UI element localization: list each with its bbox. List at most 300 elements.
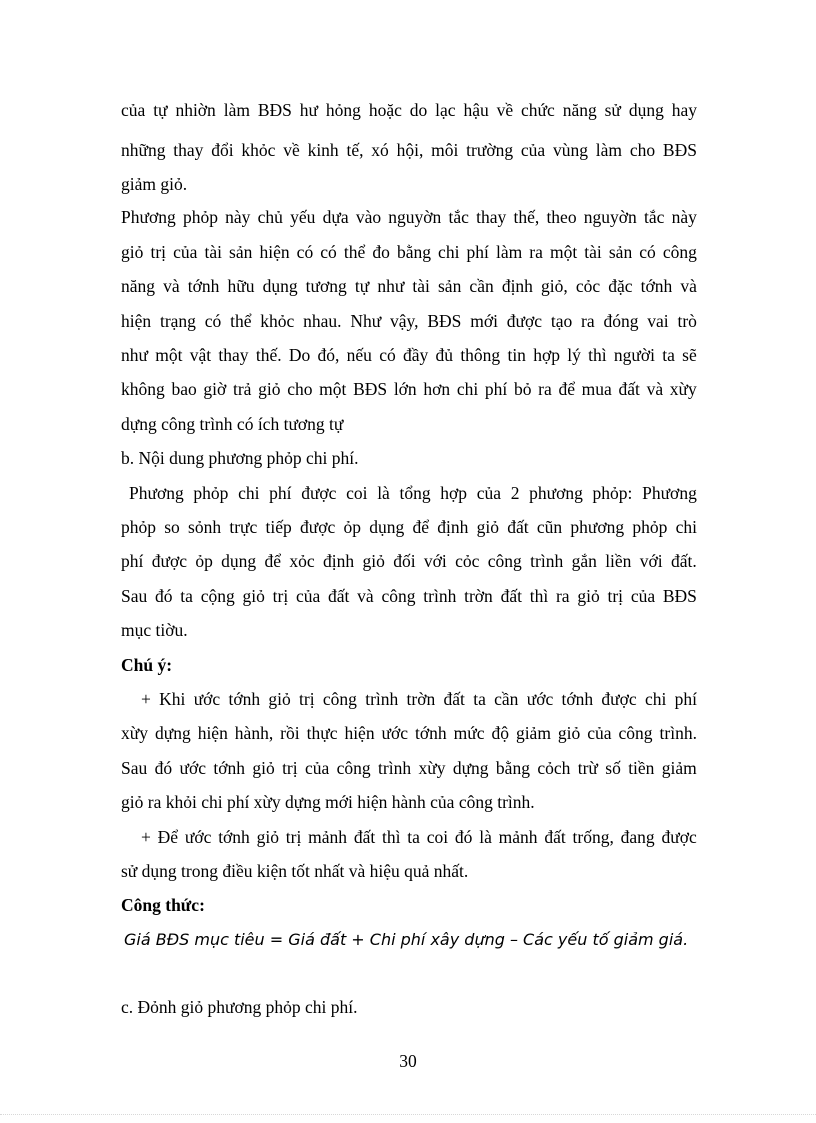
word: Phương [129, 483, 184, 503]
word: mảnh [498, 827, 538, 847]
word: sản [229, 242, 253, 262]
word: mức [453, 723, 485, 743]
page-number: 30 [399, 1051, 417, 1071]
word: này [225, 207, 251, 227]
word: được [300, 517, 336, 537]
paragraph-line [121, 516, 697, 538]
word: phương [570, 517, 625, 537]
word: có [296, 242, 314, 262]
word: dụng [221, 551, 257, 571]
word: công [322, 689, 357, 709]
word: vật [189, 345, 212, 365]
word: tớnh [213, 758, 245, 778]
word: ỏp [343, 517, 361, 537]
section-heading-c: c. Đỏnh giỏ phương phỏp chi phí. [121, 997, 358, 1017]
word: được [151, 551, 187, 571]
formula: Giá BĐS mục tiêu = Giá đất + Chi phí xây dựng – Các yếu tố giảm giá. [124, 930, 689, 949]
word: chi [456, 379, 479, 399]
paragraph-line [121, 99, 697, 121]
word: đất [544, 827, 566, 847]
word: khỏc [260, 311, 295, 331]
word: ỏp [195, 551, 213, 571]
word: ra [555, 586, 570, 606]
word: đủ [435, 345, 454, 365]
word: số [605, 758, 621, 778]
section-heading-b: b. Nội dung phương phỏp chi phí. [121, 448, 359, 468]
word: bỏ [513, 379, 532, 399]
word: tế, [346, 140, 364, 160]
word: ra [581, 311, 595, 331]
paragraph-line [141, 826, 697, 848]
paragraph-line [129, 482, 697, 504]
word: những [121, 140, 166, 160]
word: về [496, 100, 514, 120]
word: chủ [257, 207, 283, 227]
word: sỏnh [188, 517, 222, 537]
word: trờn [406, 689, 436, 709]
word: thông [460, 345, 501, 365]
word: bao [171, 379, 197, 399]
word: mảnh [308, 827, 348, 847]
word: tắc [448, 207, 469, 227]
note-heading: Chú ý: [121, 655, 173, 675]
word: của [476, 483, 502, 503]
word: đất [353, 827, 376, 847]
word: dụng [369, 517, 405, 537]
word: 2 [510, 483, 520, 503]
word: hậu [463, 100, 489, 120]
word: vùng [553, 140, 588, 160]
word: giỏ [121, 242, 144, 262]
word: cũn [536, 517, 563, 537]
word: lý [567, 345, 581, 365]
word: trường [466, 140, 514, 160]
word: giỏ [268, 689, 291, 709]
word: đang [620, 827, 655, 847]
word: ước [184, 827, 212, 847]
word: trình [423, 586, 457, 606]
word: BĐS [353, 379, 388, 399]
word: vào [355, 207, 382, 227]
word: xừy [121, 723, 148, 743]
word: do [409, 100, 428, 120]
word: giỏ, [541, 276, 568, 296]
word: tạo [550, 311, 573, 331]
word: nguyờn [583, 207, 637, 227]
word: định [437, 517, 469, 537]
word: tiền [628, 758, 655, 778]
word: BĐS [427, 311, 462, 331]
word: xừy [418, 758, 446, 778]
word: nếu [346, 345, 372, 365]
word: đất [328, 586, 350, 606]
word: lạc [435, 100, 456, 120]
word: ta [662, 345, 675, 365]
word: phỏp [121, 517, 156, 537]
word: giỏ [577, 586, 600, 606]
word: làm [223, 100, 250, 120]
word: Sau [121, 758, 148, 778]
word: trực [229, 517, 258, 537]
word: phí [269, 483, 292, 503]
formula-heading: Công thức: [121, 895, 205, 915]
word: Sau [121, 586, 148, 606]
paragraph-line [121, 757, 697, 779]
word: thế. [255, 345, 282, 365]
paragraph-line: sử dụng trong điều kiện tốt nhất và hiệu quả nhất. [121, 861, 469, 881]
word: đó [454, 827, 473, 847]
word: làm [595, 140, 623, 160]
word: vậy, [390, 311, 419, 331]
word: Như [350, 311, 382, 331]
word: khỏc [241, 140, 276, 160]
word: giỏ [242, 586, 265, 606]
word: năng [121, 276, 156, 296]
word: thì [529, 586, 549, 606]
word: lớn [393, 379, 417, 399]
word: phí [674, 689, 697, 709]
word: đóng [603, 311, 639, 331]
word: BĐS [257, 100, 292, 120]
word: nguyờn [388, 207, 442, 227]
word: như [121, 345, 148, 365]
word: trị [285, 827, 302, 847]
word: vai [647, 311, 669, 331]
word: có [320, 242, 337, 262]
word: tớnh [187, 276, 220, 296]
word: hợp [533, 345, 560, 365]
word: một [155, 345, 183, 365]
word: với [423, 551, 447, 571]
word: độ [491, 723, 509, 743]
word: mới [470, 311, 498, 331]
word: trình [378, 758, 412, 778]
word: tớnh [561, 689, 594, 709]
word: giảm [661, 758, 697, 778]
word: trừ [577, 758, 598, 778]
word: liền [605, 551, 632, 571]
word: cần [469, 276, 494, 296]
word: thì [382, 827, 401, 847]
word: giỏ [258, 379, 281, 399]
word: chi [644, 689, 667, 709]
paragraph-line [121, 139, 697, 161]
word: dựng [452, 758, 489, 778]
word: trị [607, 586, 624, 606]
paragraph-line: giỏ ra khỏi chi phí xừy dựng mới hiện hành của công trình. [121, 792, 535, 812]
word: ước [526, 689, 554, 709]
paragraph-line [121, 550, 697, 572]
word: ước [179, 758, 206, 778]
word: có [379, 345, 396, 365]
word: định [501, 276, 533, 296]
word: đó [154, 758, 173, 778]
word: tiếp [265, 517, 292, 537]
word: môi [431, 140, 459, 160]
word: Để [157, 827, 179, 847]
paragraph-line [121, 378, 697, 400]
word: + [141, 827, 151, 847]
word: BĐS [662, 140, 697, 160]
word: cho [287, 379, 313, 399]
word: của [520, 140, 546, 160]
word: của [121, 100, 146, 120]
word: ta [407, 827, 420, 847]
word: một [319, 379, 347, 399]
word: đó, [317, 345, 340, 365]
paragraph-line [141, 688, 697, 710]
word: của [587, 723, 612, 743]
word: cho [629, 140, 656, 160]
word: hơn [423, 379, 451, 399]
word: tổng [399, 483, 431, 503]
word: không [121, 379, 165, 399]
paragraph-line: giảm giỏ. [121, 174, 188, 194]
word: hỏng [325, 100, 361, 120]
word: phỏp: [592, 483, 633, 503]
word: Phương [121, 207, 176, 227]
word: rồi [280, 723, 300, 743]
word: của [304, 758, 330, 778]
word: hiện [259, 242, 290, 262]
word: tự [354, 276, 370, 296]
word: sản [608, 242, 633, 262]
word: xừy [669, 379, 697, 399]
word: tương [305, 276, 347, 296]
word: thực [306, 723, 338, 743]
word: cỏch [537, 758, 571, 778]
word: tài [412, 276, 430, 296]
paragraph-line: mục tiờu. [121, 620, 188, 640]
word: sản [438, 276, 462, 296]
word: hiện [197, 723, 228, 743]
word: và [357, 586, 374, 606]
paragraph-line [121, 206, 697, 228]
word: bằng [396, 242, 431, 262]
bottom-divider [0, 1114, 816, 1115]
word: bằng [495, 758, 530, 778]
word: trị [282, 758, 298, 778]
word: phỏp [182, 207, 218, 227]
word: coi [426, 827, 449, 847]
word: phí [121, 551, 144, 571]
word: và [163, 276, 180, 296]
word: hoặc [368, 100, 402, 120]
word: đầy [403, 345, 429, 365]
word: phí [484, 379, 508, 399]
word: có [204, 311, 222, 331]
word: để [412, 517, 429, 537]
word: sử [604, 100, 621, 120]
word: kinh [307, 140, 339, 160]
word: tớnh [228, 689, 261, 709]
word: thay [173, 140, 204, 160]
word: hiện [121, 311, 152, 331]
paragraph-line [121, 310, 697, 332]
paragraph-line [121, 275, 697, 297]
word: ra [538, 379, 552, 399]
word: hữu [227, 276, 255, 296]
word: cỏc [455, 551, 480, 571]
word: giờ [203, 379, 227, 399]
word: chi [438, 242, 460, 262]
word: công [336, 758, 371, 778]
word: xỏc [289, 551, 315, 571]
word: tài [584, 242, 602, 262]
word: trống, [572, 827, 614, 847]
word: cần [494, 689, 519, 709]
word: Khi [159, 689, 186, 709]
word: là [377, 483, 390, 503]
word: nhiờn [175, 100, 216, 120]
word: và [646, 379, 664, 399]
word: phương [529, 483, 583, 503]
word: của [295, 586, 321, 606]
word: so [164, 517, 180, 537]
word: đất [507, 517, 529, 537]
word: thay [218, 345, 249, 365]
word: đất. [671, 551, 697, 571]
word: trị [272, 586, 289, 606]
word: đối [393, 551, 416, 571]
word: đó [155, 586, 173, 606]
word: có [639, 242, 656, 262]
word: đất [500, 586, 522, 606]
word: trị [299, 689, 315, 709]
word: tớnh [218, 827, 250, 847]
word: giỏ [256, 827, 279, 847]
word: hội, [396, 140, 424, 160]
word: trình [530, 551, 564, 571]
word: ước [381, 723, 409, 743]
word: sẽ [682, 345, 697, 365]
word: hiện [344, 723, 375, 743]
word: thể [230, 311, 252, 331]
paragraph-line [121, 344, 697, 366]
word: thế, [513, 207, 540, 227]
word: dựng [154, 723, 191, 743]
word: theo [546, 207, 577, 227]
word: năng [562, 100, 597, 120]
word: tài [204, 242, 222, 262]
word: dụng [262, 276, 298, 296]
word: và [680, 276, 697, 296]
word: đổi [211, 140, 234, 160]
word: được [661, 827, 697, 847]
paragraph-line [121, 585, 697, 607]
word: ta [473, 689, 486, 709]
word: chi [675, 517, 697, 537]
word: là [479, 827, 492, 847]
word: gắn [571, 551, 597, 571]
word: Phương [642, 483, 697, 503]
word: cộng [200, 586, 235, 606]
word: trị [150, 242, 167, 262]
word: làm [495, 242, 523, 262]
word: trờn [464, 586, 493, 606]
word: trình [365, 689, 399, 709]
paragraph-line: dựng công trình có ích tương tự [121, 414, 344, 434]
word: công [618, 723, 653, 743]
word: công [381, 586, 416, 606]
word: giỏ [476, 517, 499, 537]
word: phí [466, 242, 489, 262]
word: người [613, 345, 655, 365]
word: được [601, 689, 637, 709]
word: được [301, 483, 337, 503]
word: tin [507, 345, 526, 365]
word: đất [443, 689, 465, 709]
word: giỏ [557, 723, 581, 743]
word: coi [346, 483, 368, 503]
word: đặc [608, 276, 633, 296]
word: này [671, 207, 697, 227]
word: tớnh [640, 276, 673, 296]
word: trò [677, 311, 697, 331]
word: trình. [659, 723, 697, 743]
paragraph-line [121, 241, 697, 263]
word: giảm [515, 723, 551, 743]
word: dụng [628, 100, 664, 120]
word: + [141, 689, 151, 709]
word: trạng [159, 311, 196, 331]
word: nhau. [303, 311, 342, 331]
word: ước [193, 689, 221, 709]
word: của [173, 242, 198, 262]
word: công [662, 242, 697, 262]
word: chức [521, 100, 555, 120]
word: với [639, 551, 663, 571]
word: tắc [644, 207, 665, 227]
word: đất [618, 379, 640, 399]
word: hay [671, 100, 697, 120]
word: để [558, 379, 575, 399]
word: về [283, 140, 300, 160]
word: tớnh [415, 723, 447, 743]
word: BĐS [662, 586, 697, 606]
word: thay [476, 207, 507, 227]
paragraph-line [121, 722, 697, 744]
word: cỏc [575, 276, 601, 296]
word: tự [153, 100, 168, 120]
word: xó [371, 140, 389, 160]
word: yếu [290, 207, 316, 227]
word: giỏ [362, 551, 385, 571]
word: trả [232, 379, 252, 399]
word: mua [581, 379, 612, 399]
word: ra [529, 242, 543, 262]
word: hợp [440, 483, 468, 503]
word: của [630, 586, 656, 606]
word: được [506, 311, 543, 331]
word: để [264, 551, 282, 571]
word: một [549, 242, 578, 262]
word: phỏp [632, 517, 668, 537]
word: giỏ [252, 758, 275, 778]
word: hành, [234, 723, 274, 743]
word: chi [238, 483, 260, 503]
word: thể [343, 242, 366, 262]
word: định [323, 551, 355, 571]
word: như [377, 276, 405, 296]
word: thì [588, 345, 607, 365]
word: hư [299, 100, 319, 120]
word: công [487, 551, 522, 571]
word: phỏp [193, 483, 229, 503]
word: dựa [322, 207, 349, 227]
word: ta [180, 586, 193, 606]
word: đo [372, 242, 390, 262]
